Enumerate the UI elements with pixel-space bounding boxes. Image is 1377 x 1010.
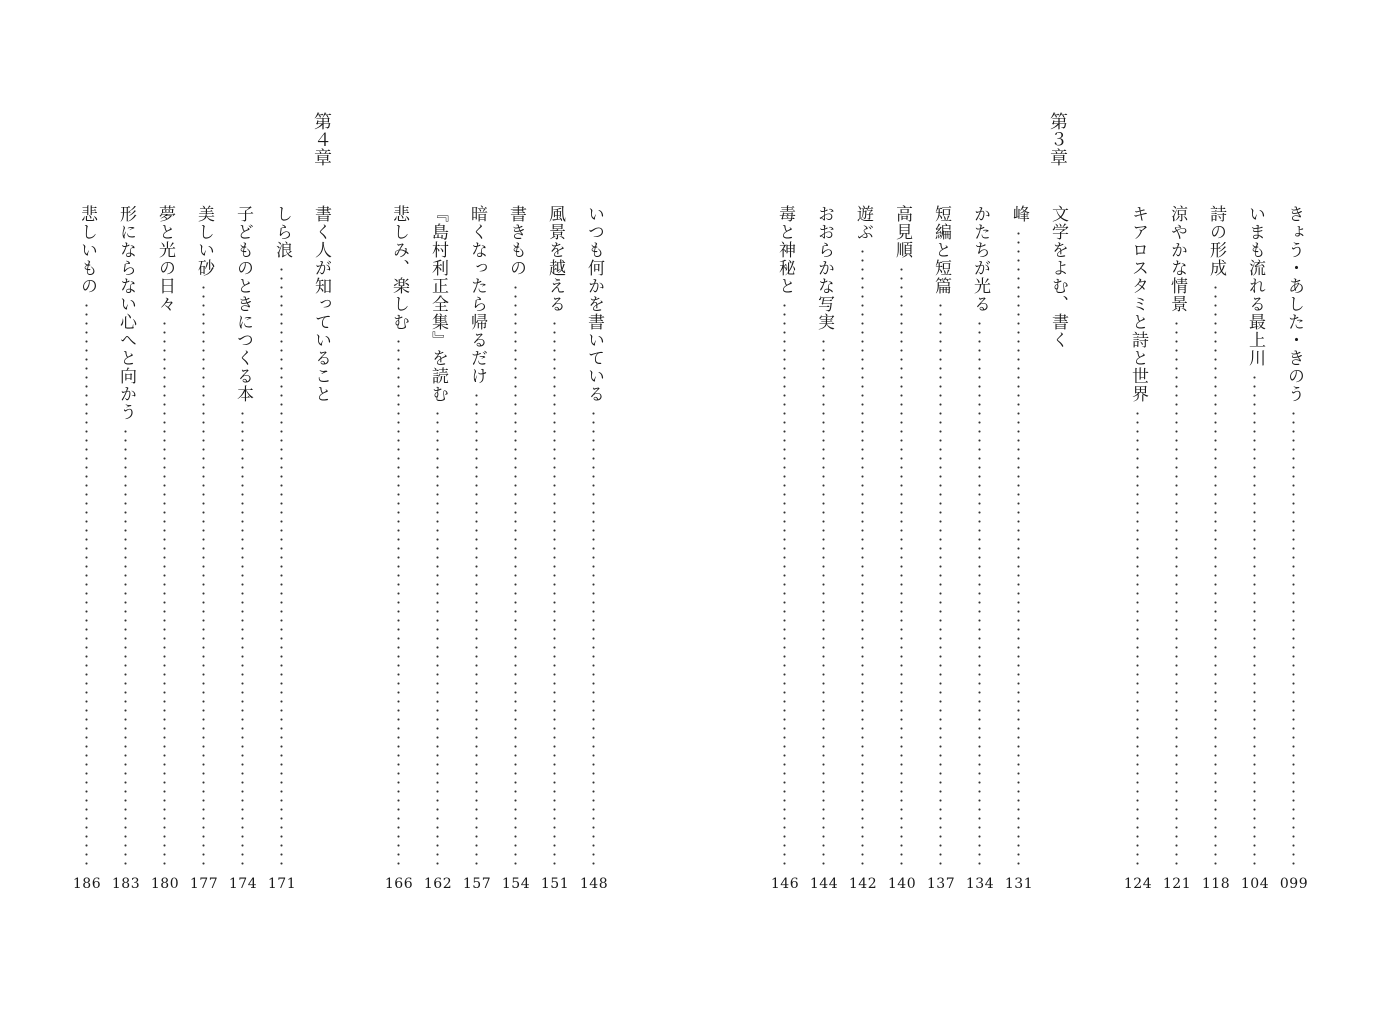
- entry-title: かたちが光る: [970, 205, 990, 313]
- leader-dots: [822, 337, 825, 870]
- page-number: 142: [848, 876, 878, 892]
- page-number: 124: [1123, 876, 1153, 892]
- page-number: 154: [501, 876, 531, 892]
- leader-dots: [241, 409, 244, 870]
- leader-dots: [397, 337, 400, 870]
- leader-dots: [475, 391, 478, 870]
- leader-dots: [436, 409, 439, 870]
- page-number: 131: [1004, 876, 1034, 892]
- entry-title: いまも流れる最上川: [1245, 205, 1265, 367]
- entry-title: 夢と光の日々: [155, 205, 175, 313]
- entry-title: 書きもの: [506, 205, 526, 277]
- toc-entry[interactable]: [421, 0, 455, 1010]
- entry-title: 『島村利正全集』を読む: [428, 205, 448, 403]
- entry-title: 遊ぶ: [853, 205, 873, 241]
- entry-title: 悲しいもの: [77, 205, 97, 295]
- page-number: 151: [540, 876, 570, 892]
- entry-title: 毒と神秘と: [775, 205, 795, 295]
- entry-title: いつも何かを書いている: [584, 205, 604, 403]
- page-number: 177: [189, 876, 219, 892]
- leader-dots: [280, 265, 283, 870]
- leader-dots: [1214, 283, 1217, 870]
- leader-dots: [900, 265, 903, 870]
- page-number: 144: [809, 876, 839, 892]
- toc-entry[interactable]: [768, 0, 802, 1010]
- toc-entry[interactable]: [1121, 0, 1155, 1010]
- toc-entry[interactable]: [1002, 0, 1036, 1010]
- entry-title: きょう・あした・きのう: [1284, 205, 1304, 403]
- toc-entry[interactable]: [538, 0, 572, 1010]
- entry-title: しら浪: [272, 205, 292, 259]
- toc-entry[interactable]: [963, 0, 997, 1010]
- entry-title: 形にならない心へと向かう: [116, 205, 136, 421]
- leader-dots: [783, 301, 786, 870]
- page-number: 183: [111, 876, 141, 892]
- page-number: 166: [384, 876, 414, 892]
- leader-dots: [861, 247, 864, 870]
- leader-dots: [592, 409, 595, 870]
- page-number: 186: [72, 876, 102, 892]
- toc-entry[interactable]: [1238, 0, 1272, 1010]
- page-number: 162: [423, 876, 453, 892]
- page-number: 104: [1240, 876, 1270, 892]
- toc-entry[interactable]: [807, 0, 841, 1010]
- toc-entry[interactable]: [226, 0, 260, 1010]
- leader-dots: [1175, 319, 1178, 870]
- entry-title: 高見順: [892, 205, 912, 259]
- toc-entry[interactable]: [577, 0, 611, 1010]
- toc-entry[interactable]: [109, 0, 143, 1010]
- toc-entry[interactable]: [1160, 0, 1194, 1010]
- page-number: 121: [1162, 876, 1192, 892]
- leader-dots: [553, 319, 556, 870]
- entry-title: 悲しみ、楽しむ: [389, 205, 409, 331]
- page-number: 146: [770, 876, 800, 892]
- leader-dots: [1017, 229, 1020, 870]
- entry-title: おおらかな写実: [814, 205, 834, 331]
- toc-entry[interactable]: [460, 0, 494, 1010]
- toc-entry[interactable]: [1277, 0, 1311, 1010]
- entry-title: キアロスタミと詩と世界: [1128, 205, 1148, 403]
- toc-entry[interactable]: [499, 0, 533, 1010]
- leader-dots: [1253, 373, 1256, 870]
- page-number: 148: [579, 876, 609, 892]
- leader-dots: [514, 283, 517, 870]
- toc-entry[interactable]: [924, 0, 958, 1010]
- leader-dots: [978, 319, 981, 870]
- entry-title: 詩の形成: [1206, 205, 1226, 277]
- page-number: 180: [150, 876, 180, 892]
- toc-entry[interactable]: [265, 0, 299, 1010]
- toc-entry[interactable]: [148, 0, 182, 1010]
- chapter-4-label: 第４章: [311, 112, 332, 166]
- page-number: 157: [462, 876, 492, 892]
- toc-entry[interactable]: [846, 0, 880, 1010]
- leader-dots: [1292, 409, 1295, 870]
- leader-dots: [163, 319, 166, 870]
- section-title: 書く人が知っていること: [311, 205, 331, 403]
- page-number: 171: [267, 876, 297, 892]
- page-number: 140: [887, 876, 917, 892]
- leader-dots: [202, 283, 205, 870]
- entry-title: 美しい砂: [194, 205, 214, 277]
- toc-entry[interactable]: [70, 0, 104, 1010]
- page-number: 134: [965, 876, 995, 892]
- page-number: 137: [926, 876, 956, 892]
- toc-section-heading: [304, 0, 338, 1010]
- toc-entry[interactable]: [187, 0, 221, 1010]
- leader-dots: [124, 427, 127, 870]
- entry-title: 短編と短篇: [931, 205, 951, 295]
- leader-dots: [939, 301, 942, 870]
- toc-entry[interactable]: [382, 0, 416, 1010]
- toc-entry[interactable]: [885, 0, 919, 1010]
- entry-title: 涼やかな情景: [1167, 205, 1187, 313]
- entry-title: 暗くなったら帰るだけ: [467, 205, 487, 385]
- entry-title: 峰: [1009, 205, 1029, 223]
- leader-dots: [85, 301, 88, 870]
- leader-dots: [1136, 409, 1139, 870]
- page-number: 174: [228, 876, 258, 892]
- entry-title: 子どものときにつくる本: [233, 205, 253, 403]
- toc-entry[interactable]: [1199, 0, 1233, 1010]
- section-title: 文学をよむ、書く: [1048, 205, 1068, 349]
- entry-title: 風景を越える: [545, 205, 565, 313]
- page-number: 118: [1201, 876, 1231, 892]
- toc-section-heading: [1041, 0, 1075, 1010]
- page-number: 099: [1279, 876, 1309, 892]
- chapter-3-label: 第３章: [1047, 112, 1068, 166]
